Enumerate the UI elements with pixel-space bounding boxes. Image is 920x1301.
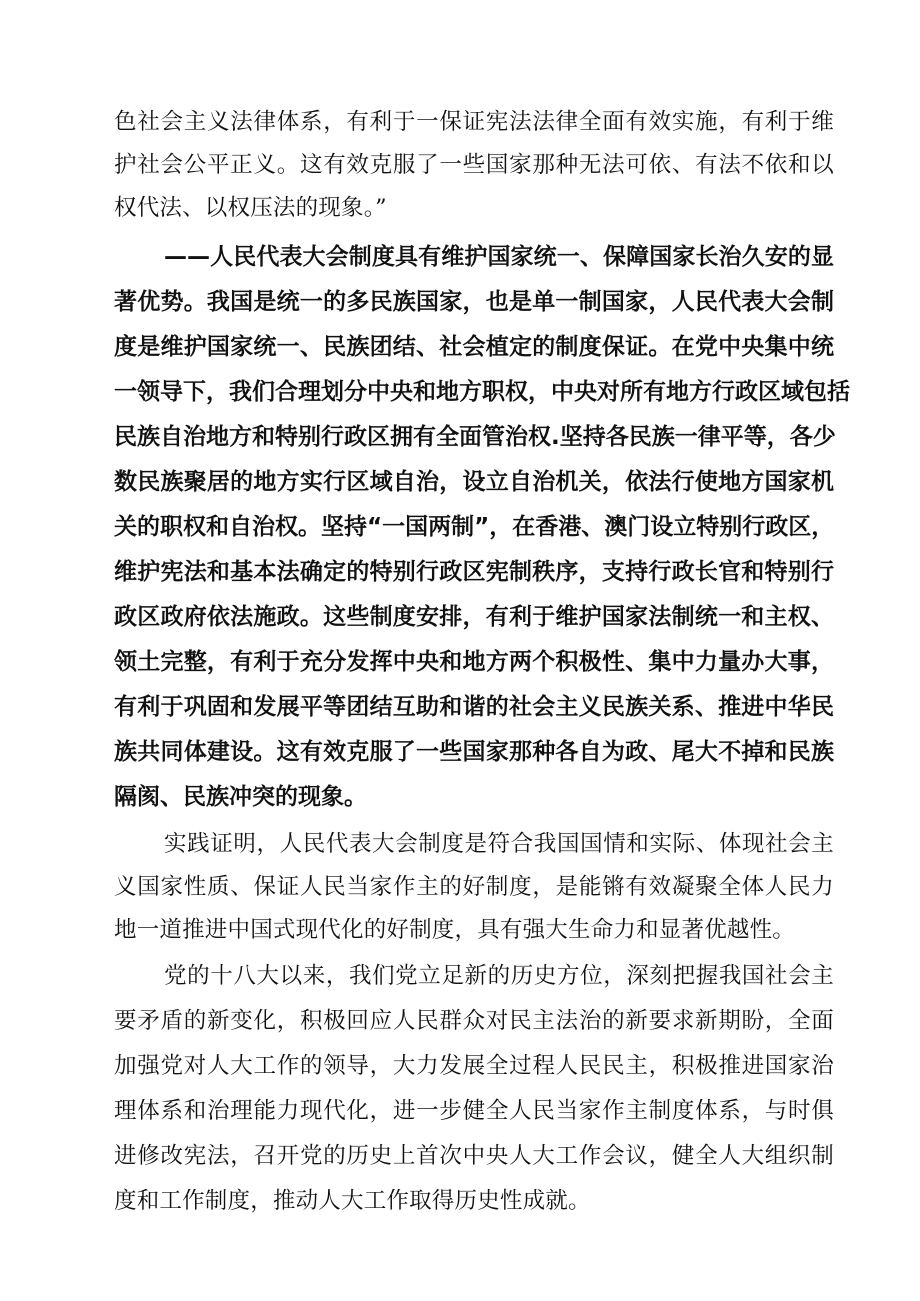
paragraph-2-line-11: 有利于巩固和发展平等团结互助和谐的社会主义民族关系、推进中华民	[114, 694, 834, 720]
paragraph-2-line-6: 数民族聚居的地方实行区域自治，设立自治机关，依法行使地方国家机	[114, 469, 834, 495]
paragraph-4-line-2: 要矛盾的新变化，积极回应人民群众对民主法治的新要求新期盼，全面	[114, 1008, 834, 1034]
paragraph-3-line-3: 地一道推进中国式现代化的好制度，具有强大生命力和显著优越性。	[114, 917, 796, 943]
paragraph-4-line-3: 加强党对人大工作的领导，大力发展全过程人民民主，积极推进国家治	[114, 1053, 834, 1079]
paragraph-2-line-1: ——人民代表大会制度具有维护国家统一、保障国家长治久安的显	[164, 244, 834, 270]
paragraph-2-line-13: 隔阂、民族冲突的现象。	[114, 784, 367, 810]
paragraph-1-line-3: 权代法、以权压法的现象。”	[114, 195, 387, 221]
paragraph-2-line-12: 族共同体建设。这有效克服了一些国家那种各自为政、尾大不掉和民族	[114, 739, 834, 765]
paragraph-1-line-1: 色社会主义法律体系，有利于一保证宪法法律全面有效实施，有利于维	[114, 109, 834, 135]
paragraph-2-line-7: 关的职权和自治权。坚持“一国两制”，在香港、澳门设立特别行政区，	[114, 514, 835, 540]
paragraph-2-line-9: 政区政府依法施政。这些制度安排，有利于维护国家法制统一和主权、	[114, 604, 834, 630]
paragraph-1-line-2: 护社会公平正义。这有效克服了一些国家那种无法可依、有法不依和以	[114, 152, 834, 178]
paragraph-4-line-1: 党的十八大以来，我们党立足新的历史方位，深刻把握我国社会主	[164, 963, 834, 989]
paragraph-2-line-5: 民族自治地方和特别行政区拥有全面管治权.坚持各民族一律平等，各少	[114, 424, 836, 450]
paragraph-4-line-6: 度和工作制度，推动人大工作取得历史性成就。	[114, 1188, 591, 1214]
paragraph-2-line-2: 著优势。我国是统一的多民族国家，也是单一制国家，人民代表大会制	[114, 289, 834, 315]
paragraph-2-line-4: 一领导下，我们合理划分中央和地方职权，中央对所有地方行政区域包括	[114, 379, 850, 405]
paragraph-2-line-10: 领土完整，有利于充分发挥中央和地方两个积极性、集中力量办大事，	[114, 649, 834, 675]
paragraph-3-line-1: 实践证明，人民代表大会制度是符合我国国情和实际、体现社会主	[164, 831, 834, 857]
paragraph-2-line-3: 度是维护国家统一、民族团结、社会植定的制度保证。在党中央集中统	[114, 334, 834, 360]
paragraph-2-line-8: 维护宪法和基本法确定的特别行政区宪制秩序，支持行政长官和特别行	[114, 559, 834, 585]
paragraph-4-line-5: 进修改宪法，召开党的历史上首次中央人大工作会议，健全人大组织制	[114, 1143, 834, 1169]
paragraph-4-line-4: 理体系和治理能力现代化，进一步健全人民当家作主制度体系，与时俱	[114, 1098, 834, 1124]
paragraph-3-line-2: 义国家性质、保证人民当家作主的好制度，是能锵有效凝聚全体人民力	[114, 874, 834, 900]
